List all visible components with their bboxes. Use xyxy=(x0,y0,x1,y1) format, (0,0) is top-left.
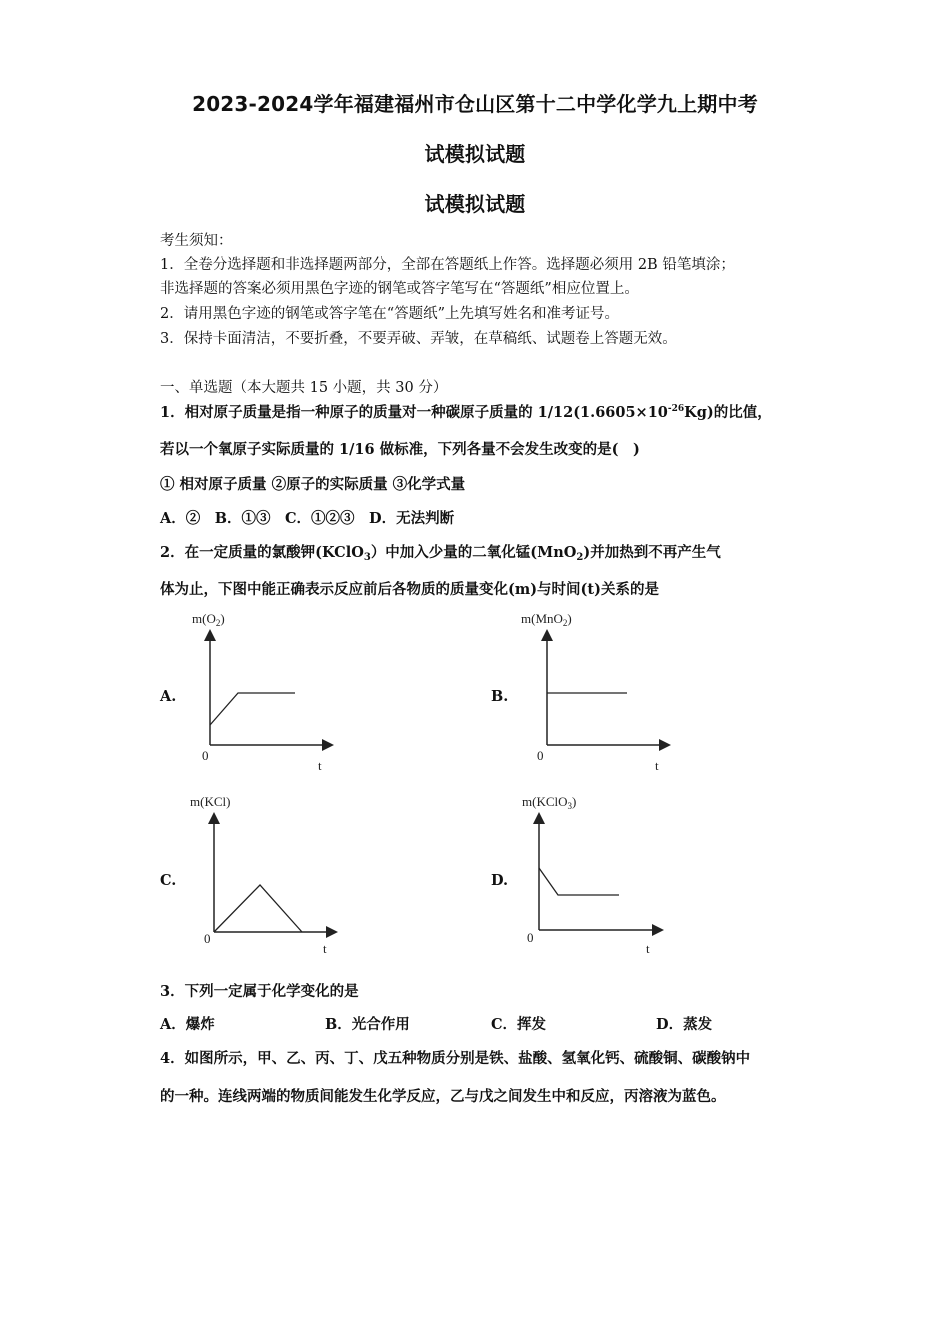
q2-sub-3: 3 xyxy=(363,552,371,563)
graph-b-origin: 0 xyxy=(537,748,544,763)
notice-heading: 考生须知： xyxy=(160,233,233,249)
graph-c-curve xyxy=(214,885,302,932)
q1-line-2: 若以一个氧原子实际质量的 1/16 做标准，下列各量不会发生改变的是( ) xyxy=(160,441,640,458)
graph-b xyxy=(517,605,687,784)
section-heading: 一、单选题（本大题共 15 小题，共 30 分） xyxy=(160,380,448,396)
notice-item-1b: 非选择题的答案必须用黑色字迹的钢笔或答字笔写在“答题纸”相应位置上。 xyxy=(160,281,639,297)
graph-a-ylabel: $m(O_2)$ xyxy=(192,611,225,628)
q1-line-1-pre: 1．相对原子质量是指一种原子的质量对一种碳原子质量的 1/12(1.6605×10 xyxy=(160,404,668,421)
graph-d-ylabel: m(KClO$_3$) xyxy=(522,794,577,811)
q3-option-b: B．光合作用 xyxy=(325,1016,410,1033)
notice-item-1a: 1．全卷分选择题和非选择题两部分，全部在答题纸上作答。选择题必须用 2B 铅笔填涂； xyxy=(160,257,735,273)
graph-c-ylabel: m(KCl) xyxy=(190,794,231,809)
graph-d-origin: 0 xyxy=(527,930,534,945)
q1-line-3: ① 相对原子质量 ②原子的实际质量 ③化学式量 xyxy=(160,476,466,493)
graph-c-label: C. xyxy=(160,872,177,889)
q1-line-1-post: Kg)的比值， xyxy=(684,404,772,421)
q2-line-1 xyxy=(160,541,721,563)
graph-b-xlabel: t xyxy=(655,758,659,773)
q3-option-a: A．爆炸 xyxy=(160,1016,215,1033)
graph-c xyxy=(182,790,352,969)
graph-b-ylabel: m(MnO$_2$) xyxy=(521,611,572,628)
q4-line-1: 4．如图所示，甲、乙、丙、丁、戊五种物质分别是铁、盐酸、氢氧化钙、硫酸铜、碳酸钠中 xyxy=(160,1050,751,1067)
graph-a-origin: 0 xyxy=(202,748,209,763)
graph-a-label: A. xyxy=(160,688,177,705)
q2-line-2: 体为止，下图中能正确表示反应前后各物质的质量变化(m)与时间(t)关系的是 xyxy=(160,581,659,598)
q3-option-c: C．挥发 xyxy=(491,1016,547,1033)
graph-c-xlabel: t xyxy=(323,941,327,956)
title-line-2: 试模拟试题 xyxy=(424,142,526,166)
q4-line-2: 的一种。连线两端的物质间能发生化学反应，乙与戊之间发生中和反应，丙溶液为蓝色。 xyxy=(160,1088,726,1105)
notice-item-3: 3．保持卡面清洁，不要折叠，不要弄破、弄皱，在草稿纸、试题卷上答题无效。 xyxy=(160,331,677,347)
q3-option-d: D．蒸发 xyxy=(656,1016,713,1033)
graph-d-label: D. xyxy=(491,872,509,889)
graph-a xyxy=(180,605,350,784)
graph-d xyxy=(508,790,678,969)
title-line-3: 试模拟试题 xyxy=(424,192,526,216)
graph-d-curve xyxy=(539,868,619,895)
graph-a-curve xyxy=(210,693,295,725)
title-line-1: 2023-2024学年福建福州市仓山区第十二中学化学九上期中考 xyxy=(192,92,758,116)
graph-d-xlabel: t xyxy=(646,941,650,956)
graph-a-xlabel: t xyxy=(318,758,322,773)
q2-line-1-mid: ）中加入少量的二氧化锰(MnO xyxy=(370,544,577,561)
graph-c-origin: 0 xyxy=(204,931,211,946)
notice-item-2: 2．请用黑色字迹的钢笔或答字笔在“答题纸”上先填写姓名和准考证号。 xyxy=(160,306,620,322)
q2-line-1-post: )并加热到不再产生气 xyxy=(583,544,721,561)
q2-sub-2: 2 xyxy=(576,552,584,563)
q2-line-1-pre: 2．在一定质量的氯酸钾(KClO xyxy=(160,544,364,561)
q1-options: A．② B．①③ C．①②③ D．无法判断 xyxy=(160,510,455,527)
graph-b-label: B. xyxy=(491,688,509,705)
q3-stem: 3．下列一定属于化学变化的是 xyxy=(160,983,359,1000)
q1-line-1 xyxy=(160,401,772,422)
q1-exponent: -26 xyxy=(667,404,685,414)
